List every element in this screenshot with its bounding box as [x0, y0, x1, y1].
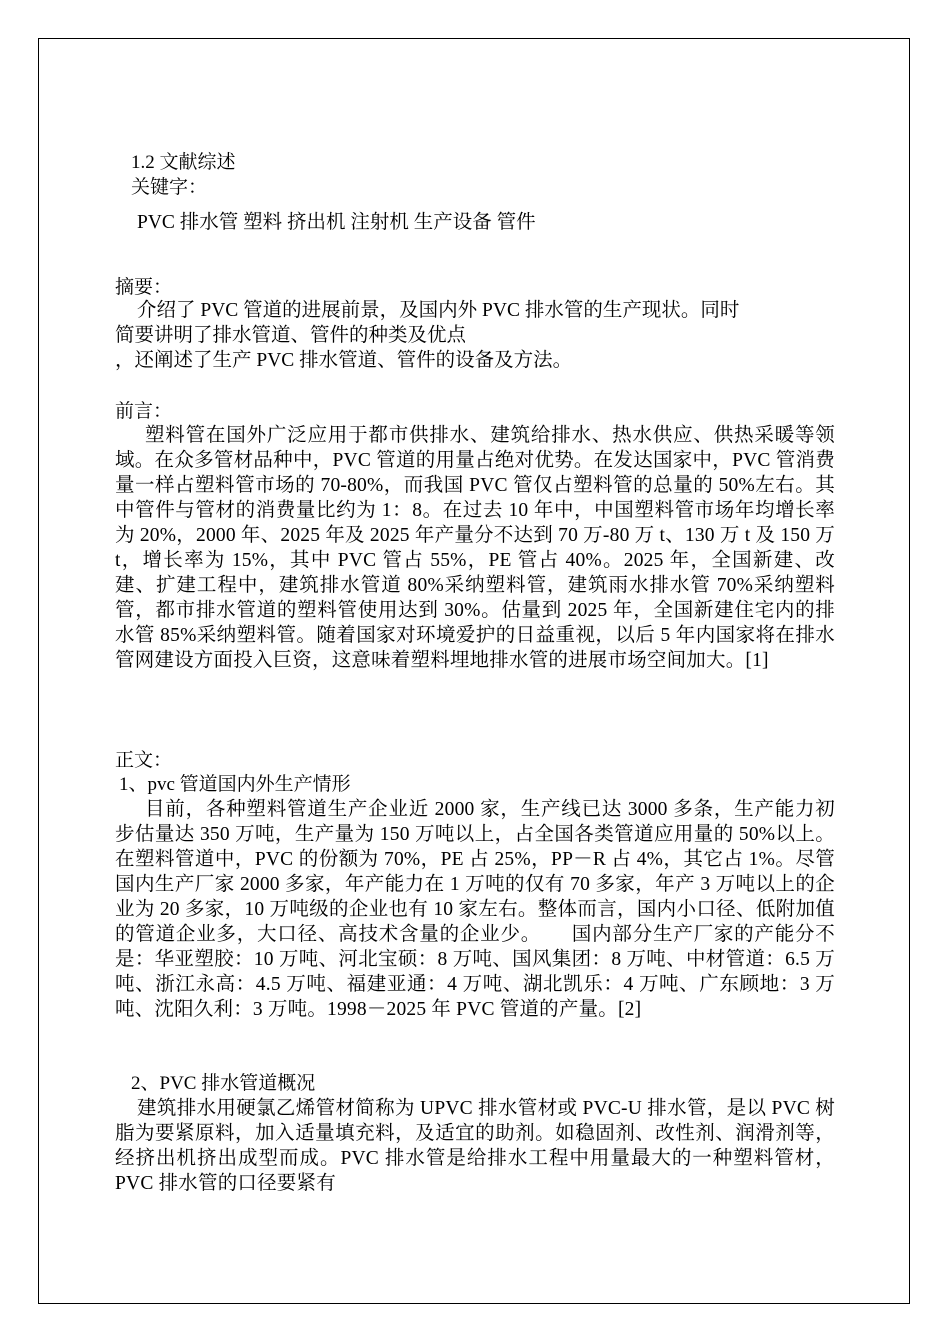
subsection-1-paragraph: 目前，各种塑料管道生产企业近 2000 家，生产线已达 3000 多条，生产能力初步估量达 350 万吨，生产量为 150 万吨以上，占全国各类管道应用量的 50%以上。在塑料管道中，PVC 的份额为 70%，PE 占 25%，PP－R 占 4%，其它占 1%。尽管国内生产厂家 2000 多家，年产能力在 1 万吨的仅有 70 多家，年产 3 万吨以上的企业为 20 多家，10 万吨级的企业也有 10 家左右。整体而言，国内小口径、低附加值的管道企业多，大口径、高技术含量的企业少。 国内部分生产厂家的产能分不是：华亚塑胶：10 万吨、河北宝硕：8 万吨、国风集团：8 万吨、中材管道：6.5 万吨、浙江永高：4.5 万吨、福建亚通：4 万吨、湖北凯乐：4 万吨、广东顾地：3 万吨、沈阳久利：3 万吨。1998－2025 年 PVC 管道的产量。[2] [115, 799, 835, 1020]
preface-label: 前言： [115, 401, 173, 422]
subsection-1-title: 1、pvc 管道国内外生产情形 [119, 774, 351, 795]
keywords-label: 关键字： [131, 177, 208, 198]
abstract-line-2: 简要讲明了排水管道、管件的种类及优点 [115, 325, 467, 346]
abstract-line-3: ，还阐述了生产 PVC 排水管道、管件的设备及方法。 [115, 350, 573, 371]
subsection-2-paragraph: 建筑排水用硬氯乙烯管材简称为 UPVC 排水管材或 PVC-U 排水管，是以 PVC 树脂为要紧原料，加入适量填充料，及适宜的助剂。如稳固剂、改性剂、润滑剂等，经挤出机挤出成型而成。PVC 排水管是给排水工程中用量最大的一种塑料管材，PVC 排水管的口径要紧有 [115, 1098, 835, 1194]
abstract-line-1: 介绍了 PVC 管道的进展前景，及国内外 PVC 排水管的生产现状。同时 [137, 300, 740, 321]
preface-paragraph: 塑料管在国外广泛应用于都市供排水、建筑给排水、热水供应、供热采暖等领域。在众多管材品种中，PVC 管道的用量占绝对优势。在发达国家中，PVC 管消费量一样占塑料管市场的 70-80%，而我国 PVC 管仅占塑料管的总量的 50%左右。其中管件与管材的消费量比约为 1：8。在过去 10 年中，中国塑料管市场年均增长率为 20%，2000 年、2025 年及 2025 年产量分不达到 70 万-80 万 t、130 万 t 及 150 万 t，增长率为 15%，其中 PVC 管占 55%，PE 管占 40%。2025 年，全国新建、改建、扩建工程中，建筑排水管道 80%采纳塑料管，建筑雨水排水管 70%采纳塑料管，都市排水管道的塑料管使用达到 30%。估量到 2025 年，全国新建住宅内的排水管 85%采纳塑料管。随着国家对环境爱护的日益重视，以后 5 年内国家将在排水管网建设方面投入巨资，这意味着塑料埋地排水管的进展市场空间加大。[1] [115, 425, 835, 671]
body-label: 正文： [115, 750, 173, 771]
keywords-text: PVC 排水管 塑料 挤出机 注射机 生产设备 管件 [137, 212, 536, 233]
abstract-label: 摘要： [115, 277, 173, 298]
section-heading: 1.2 文献综述 [131, 152, 236, 173]
subsection-2-title: 2、PVC 排水管道概况 [131, 1073, 316, 1094]
